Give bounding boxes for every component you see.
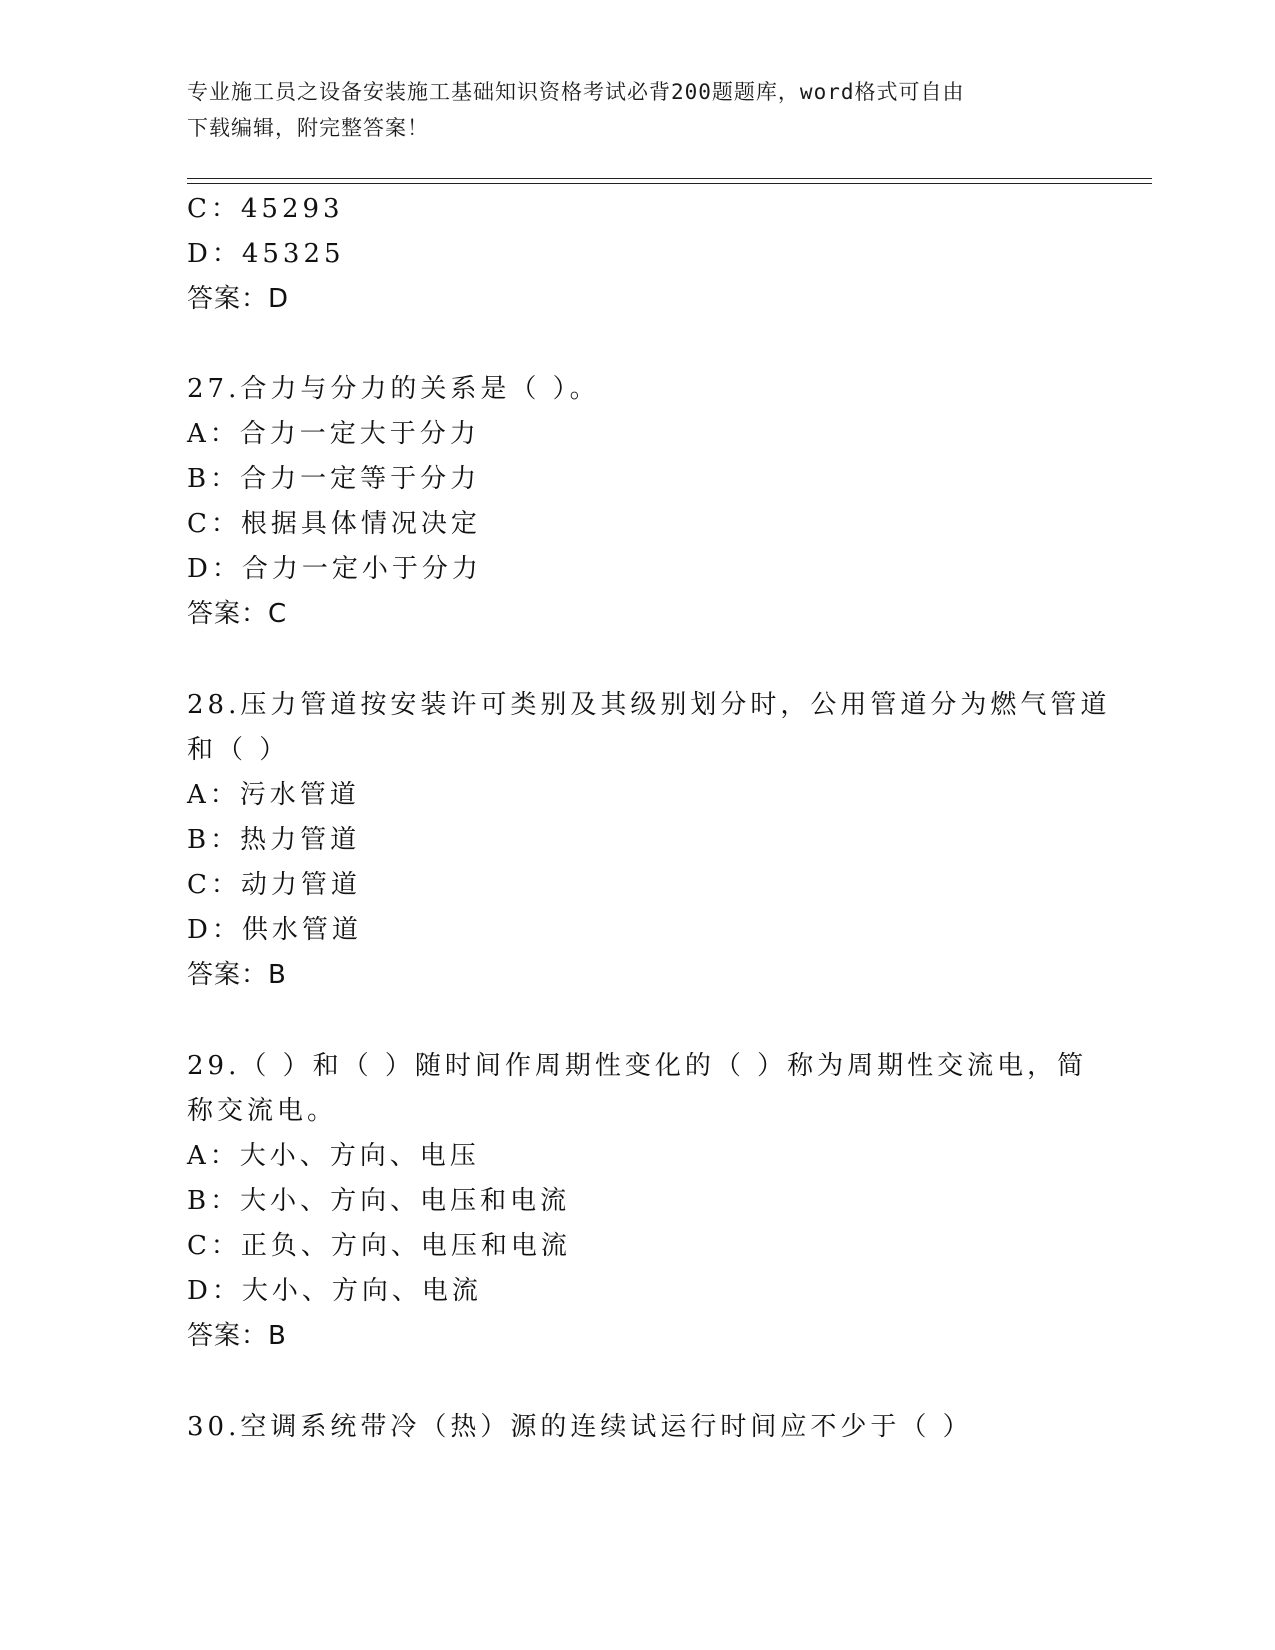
q29-answer: 答案：B (187, 1321, 287, 1351)
q29-option-c: C：正负、方向、电压和电流 (187, 1231, 571, 1261)
q28-option-b: B：热力管道 (187, 825, 361, 855)
q28-option-d: D：供水管道 (187, 915, 362, 945)
q29-question-line1: 29.（ ）和（ ）随时间作周期性变化的（ ）称为周期性交流电，简 (187, 1051, 1088, 1081)
header-divider-top (187, 178, 1152, 179)
q26-answer: 答案：D (187, 284, 290, 314)
q28-answer: 答案：B (187, 960, 287, 990)
q28-question-line1: 28.压力管道按安装许可类别及其级别划分时，公用管道分为燃气管道 (187, 690, 1111, 720)
q29-question-line2: 称交流电。 (187, 1096, 338, 1126)
header-divider-bottom (187, 183, 1152, 184)
q27-option-c: C：根据具体情况决定 (187, 509, 481, 539)
q26-option-c: C：45293 (187, 194, 344, 224)
q27-question: 27.合力与分力的关系是（ ）。 (187, 374, 600, 404)
q27-option-d: D：合力一定小于分力 (187, 554, 482, 584)
q29-option-a: A：大小、方向、电压 (187, 1141, 480, 1171)
document-header (187, 74, 1087, 146)
q30-question: 30.空调系统带冷（热）源的连续试运行时间应不少于（ ） (187, 1412, 973, 1442)
q28-question-line2: 和（ ） (187, 735, 290, 765)
header-title-line1: 专业施工员之设备安装施工基础知识资格考试必背200题题库，word格式可自由 (187, 80, 965, 104)
q28-option-c: C：动力管道 (187, 870, 361, 900)
q26-option-d: D：45325 (187, 239, 345, 269)
q27-option-b: B：合力一定等于分力 (187, 464, 481, 494)
q27-option-a: A：合力一定大于分力 (187, 419, 480, 449)
q29-option-d: D：大小、方向、电流 (187, 1276, 482, 1306)
q27-answer: 答案：C (187, 599, 288, 629)
header-title-line2: 下载编辑，附完整答案！ (187, 116, 429, 140)
q29-option-b: B：大小、方向、电压和电流 (187, 1186, 571, 1216)
q28-option-a: A：污水管道 (187, 780, 360, 810)
